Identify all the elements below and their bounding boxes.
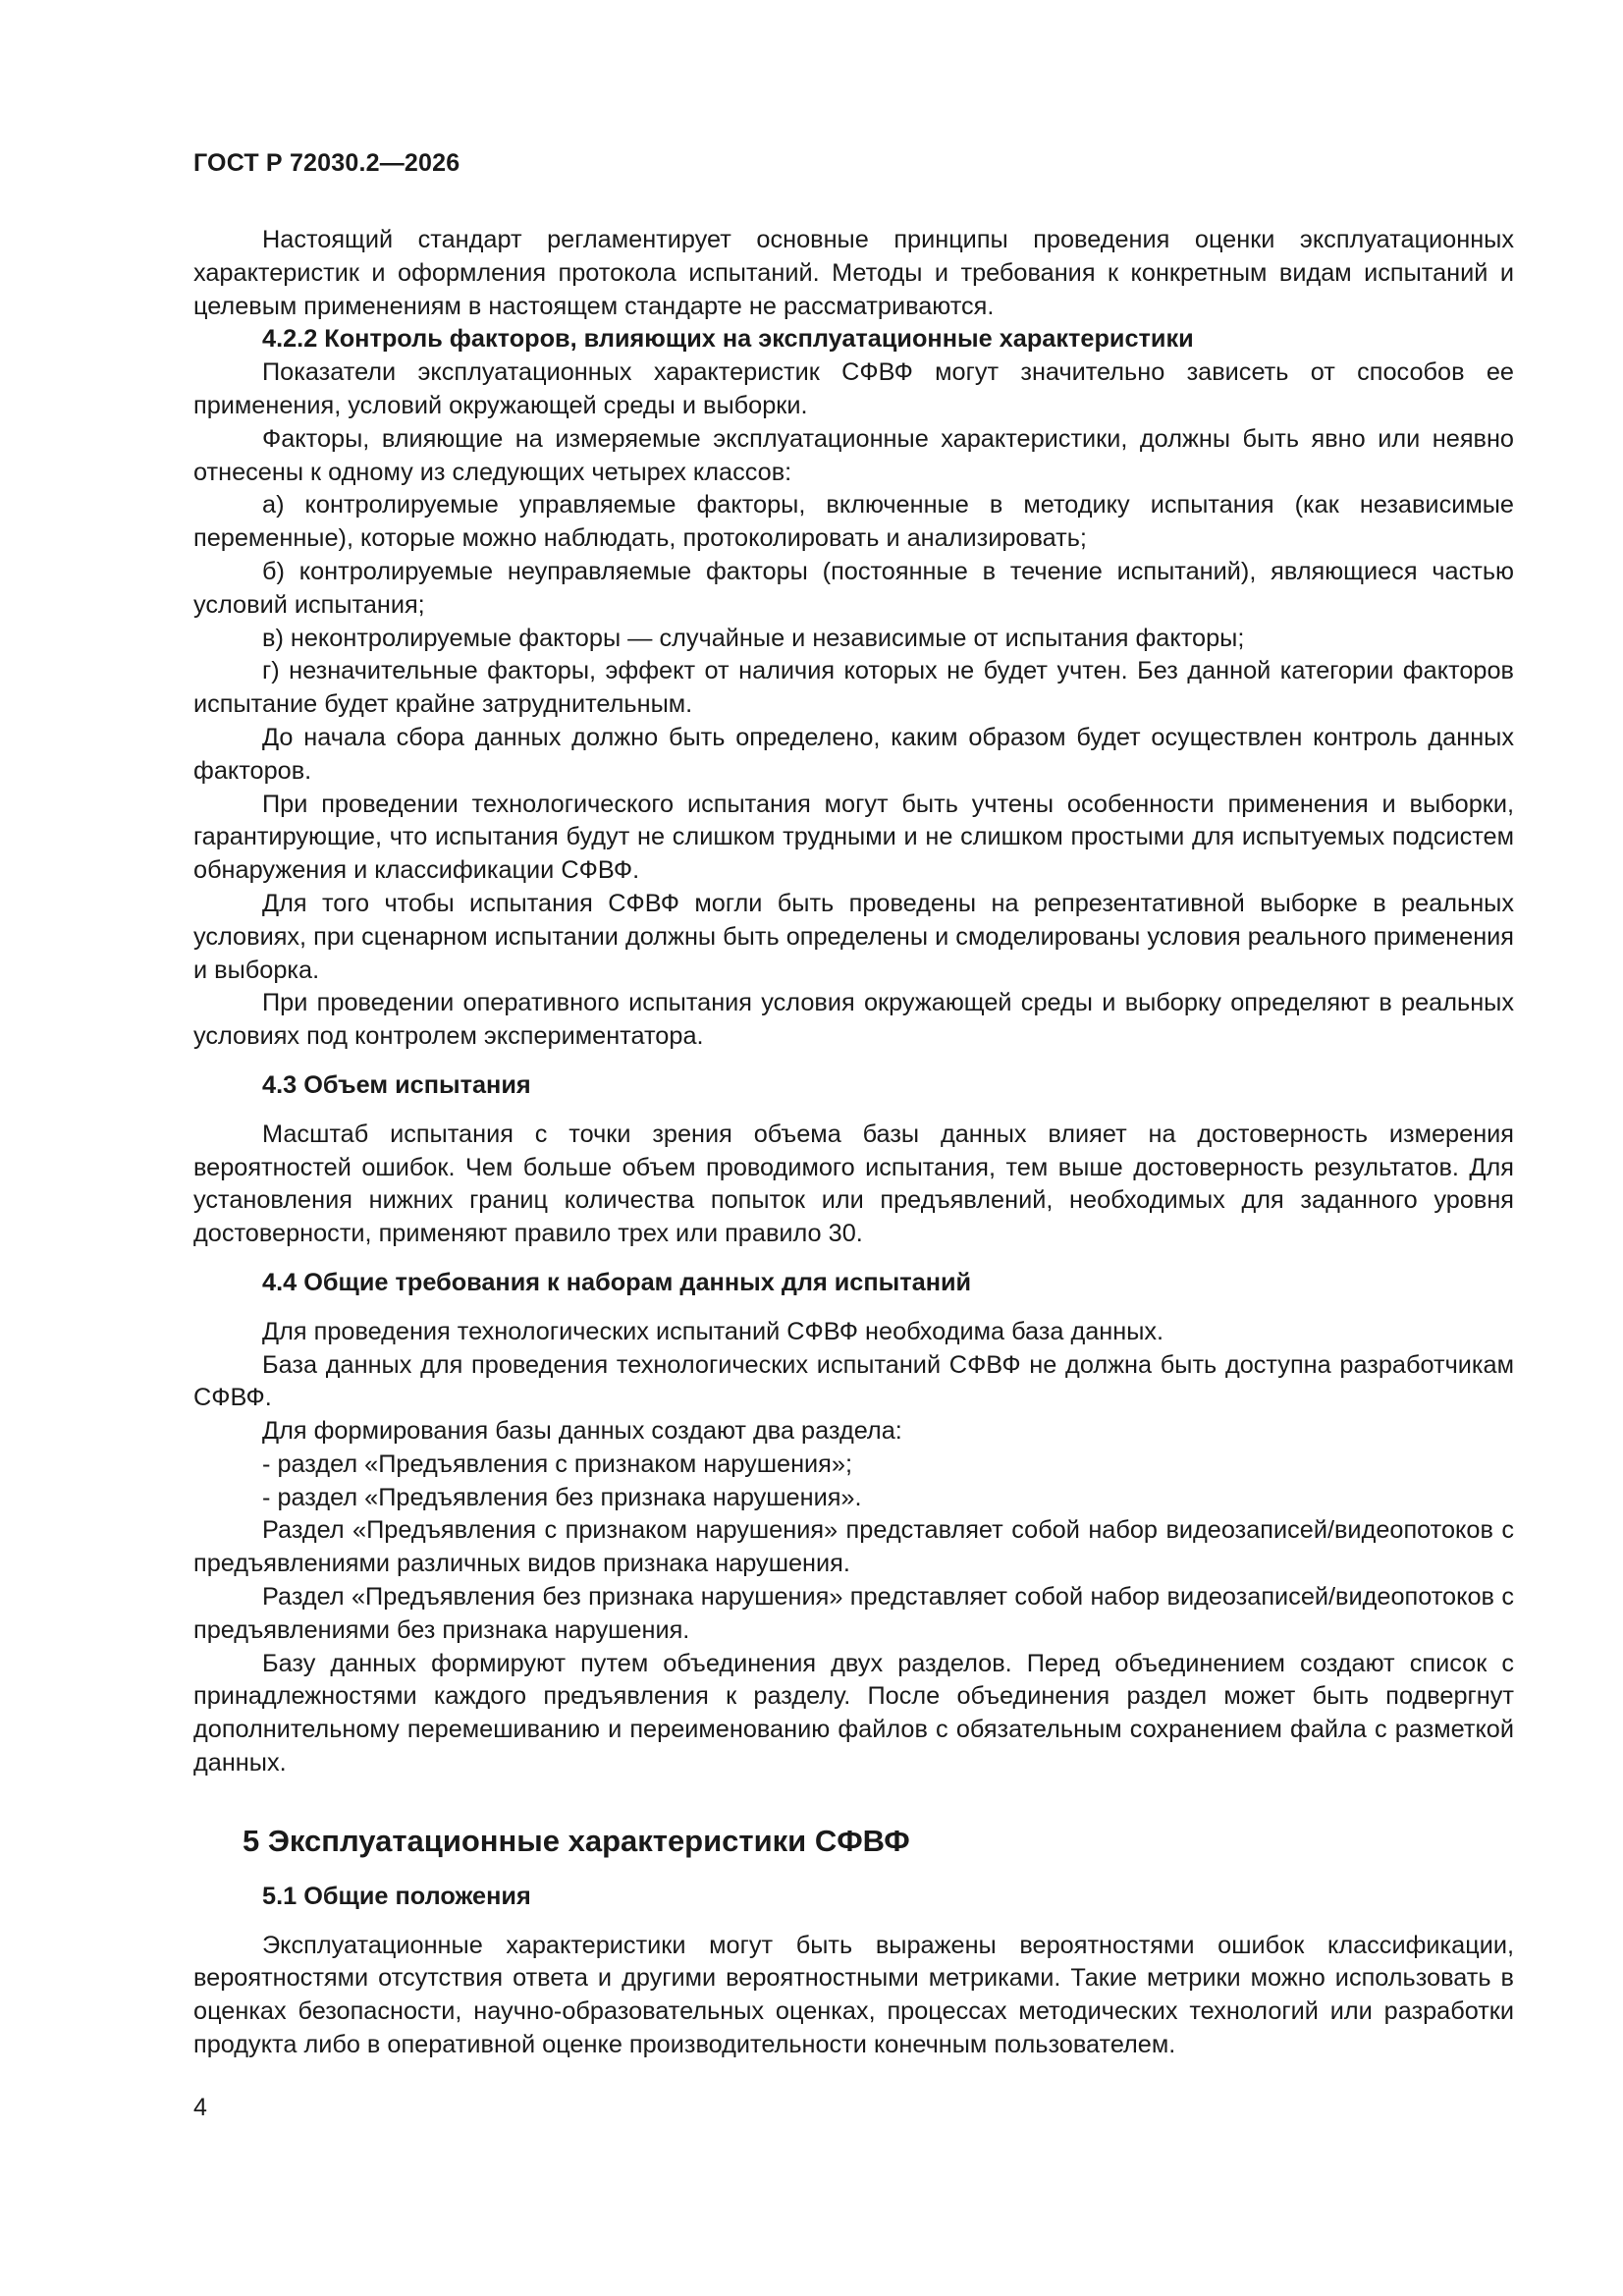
paragraph: Раздел «Предъявления без признака нарушения» представляет собой набор видеозаписей/видеопотоков с предъявлениями без признака нарушения.	[193, 1583, 1514, 1644]
subsection-heading-4-3: 4.3 Объем испытания	[262, 1070, 531, 1099]
paragraph: Эксплуатационные характеристики могут быть выражены вероятностями ошибок классификации, вероятностями отсутствия ответа и другими вероятностными метриками. Такие метрики можно использовать в оценках безопасности, научно-образовательных оценках, процессах методических технологий или разработки продукта либо в оперативной оценке производительности конечным пользователем.	[193, 1931, 1514, 2059]
paragraph: При проведении оперативного испытания условия окружающей среды и выборку определяют в реальных условиях под контролем экспериментатора.	[193, 989, 1514, 1051]
paragraph: Показатели эксплуатационных характеристик СФВФ могут значительно зависеть от способов ее применения, условий окружающей среды и выборки.	[193, 358, 1514, 419]
subsection-heading-4-2-2: 4.2.2 Контроль факторов, влияющих на эксплуатационные характеристики	[262, 325, 1194, 354]
paragraph: База данных для проведения технологических испытаний СФВФ не должна быть доступна разработчикам СФВФ.	[193, 1350, 1514, 1412]
list-item: б) контролируемые неуправляемые факторы (постоянные в течение испытаний), являющиеся частью условий испытания;	[193, 557, 1514, 619]
paragraph: Раздел «Предъявления с признаком нарушения» представляет собой набор видеозаписей/видеопотоков с предъявлениями различных видов признака нарушения.	[193, 1516, 1514, 1578]
page-number: 4	[193, 2094, 207, 2121]
paragraph: Масштаб испытания с точки зрения объема базы данных влияет на достоверность измерения вероятностей ошибок. Чем больше объем проводимого испытания, тем выше достоверность результатов. Для установления нижних границ количества попыток или предъявлений, необходимых для заданного уровня достоверности, применяют правило трех или правило 30.	[193, 1120, 1514, 1248]
list-item: - раздел «Предъявления с признаком нарушения»;	[262, 1449, 852, 1478]
paragraph: Для формирования базы данных создают два раздела:	[262, 1417, 902, 1446]
subsection-heading-4-4: 4.4 Общие требования к наборам данных для испытаний	[262, 1268, 972, 1296]
list-item: - раздел «Предъявления без признака нарушения».	[262, 1483, 862, 1511]
paragraph: Настоящий стандарт регламентирует основные принципы проведения оценки эксплуатационных характеристик и оформления протокола испытаний. Методы и требования к конкретным видам испытаний и целевым применениям в настоящем стандарте не рассматриваются.	[193, 226, 1514, 320]
list-item: г) незначительные факторы, эффект от наличия которых не будет учтен. Без данной категории факторов испытание будет крайне затруднительным.	[193, 657, 1514, 719]
paragraph: Для того чтобы испытания СФВФ могли быть проведены на репрезентативной выборке в реальных условиях, при сценарном испытании должны быть определены и смоделированы условия реального применения и выборка.	[193, 889, 1514, 984]
document-page	[193, 0, 1514, 2296]
paragraph: До начала сбора данных должно быть определено, каким образом будет осуществлен контроль данных факторов.	[193, 723, 1514, 785]
section-heading-5: 5 Эксплуатационные характеристики СФВФ	[243, 1823, 910, 1858]
paragraph: Факторы, влияющие на измеряемые эксплуатационные характеристики, должны быть явно или неявно отнесены к одному из следующих четырех классов:	[193, 424, 1514, 486]
document-body	[193, 224, 1514, 2062]
document-header: ГОСТ Р 72030.2—2026	[193, 149, 460, 177]
subsection-heading-5-1: 5.1 Общие положения	[262, 1882, 531, 1910]
list-item: а) контролируемые управляемые факторы, включенные в методику испытания (как независимые переменные), которые можно наблюдать, протоколировать и анализировать;	[193, 491, 1514, 553]
list-item: в) неконтролируемые факторы — случайные и независимые от испытания факторы;	[262, 624, 1245, 652]
paragraph: При проведении технологического испытания могут быть учтены особенности применения и выборки, гарантирующие, что испытания будут не слишком трудными и не слишком простыми для испытуемых подсистем обнаружения и классификации СФВФ.	[193, 790, 1514, 885]
paragraph: Базу данных формируют путем объединения двух разделов. Перед объединением создают список с принадлежностями каждого предъявления к разделу. После объединения раздел может быть подвергнут дополнительному перемешиванию и переименованию файлов с обязательным сохранением файла с разметкой данных.	[193, 1649, 1514, 1777]
paragraph: Для проведения технологических испытаний СФВФ необходима база данных.	[262, 1317, 1164, 1345]
